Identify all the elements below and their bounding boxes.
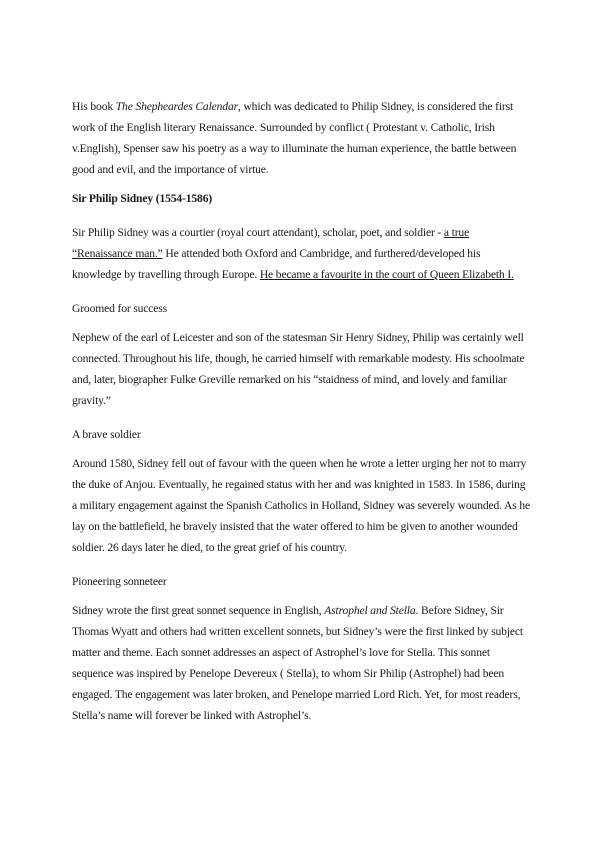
text: . Before Sidney, Sir Thomas Wyatt and others had written excellent sonnets, but Sidney’s were the first linked by subject matter and theme. Each sonnet addresses an aspect of Astrophel’s love for Stella. This sonnet sequence was inspired by Penelope Devereux ( Stella), to whom Sir Philip (Astrophel) had been engaged. The engagement was later broken, and Penelope married Lord Rich. Yet, for most readers, Stella’s name will forever be linked with Astrophel’s.	[72, 604, 523, 722]
document-body	[72, 96, 532, 739]
book-title: The Shepheardes Calendar	[115, 100, 238, 113]
paragraph-intro	[72, 96, 532, 180]
text: Sidney wrote the first great sonnet sequence in English,	[72, 604, 325, 617]
text: His book	[72, 100, 116, 113]
section-heading: Sir Philip Sidney (1554-1586)	[72, 192, 213, 205]
paragraph-sonneteer	[72, 600, 532, 726]
text: Sir Philip Sidney was a courtier (royal court attendant), scholar, poet, and soldier -	[72, 226, 444, 239]
underlined-text: a true “Renaissance man.”	[72, 226, 470, 260]
text: He attended both Oxford and Cambridge, and furthered/developed his knowledge by travelling through Europe.	[72, 247, 481, 281]
paragraph-soldier: Around 1580, Sidney fell out of favour with the queen when he wrote a letter urging her not to marry the duke of Anjou. Eventually, he regained status with her and was knighted in 1583. In 1586, during a military engagement against the Spanish Catholics in Holland, Sidney was severely wounded. As he lay on the battlefield, he bravely insisted that the water offered to him be given to another wounded soldier. 26 days later he died, to the great grief of his country.	[72, 457, 530, 554]
paragraph-groomed: Nephew of the earl of Leicester and son of the statesman Sir Henry Sidney, Philip was certainly well connected. Throughout his life, though, he carried himself with remarkable modesty. His schoolmate and, later, biographer Fulke Greville remarked on his “staidness of mind, and lovely and familiar gravity.”	[72, 331, 525, 407]
subheading-sonneteer: Pioneering sonneteer	[72, 575, 167, 588]
subheading-soldier: A brave soldier	[72, 428, 141, 441]
paragraph-sidney	[72, 222, 532, 285]
subheading-groomed: Groomed for success	[72, 302, 168, 315]
text: , which was dedicated to Philip Sidney, is considered the first work of the English literary Renaissance. Surrounded by conflict ( Protestant v. Catholic, Irish v.English), Spenser saw his poetry as a way to illuminate the human experience, the battle between good and evil, and the importance of virtue.	[72, 100, 517, 176]
underlined-text: He became a favourite in the court of Queen Elizabeth I.	[259, 268, 514, 281]
work-title: Astrophel and Stella	[324, 604, 416, 617]
